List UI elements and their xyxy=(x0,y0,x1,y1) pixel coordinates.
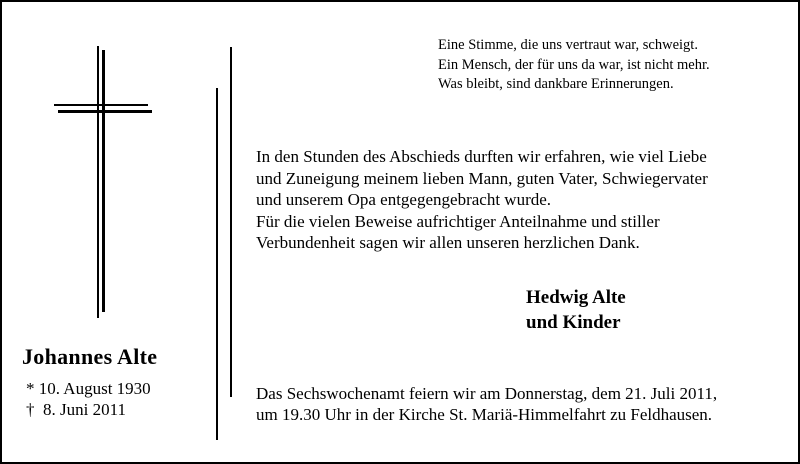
divider-line-left xyxy=(216,88,218,440)
death-date: † 8. Juni 2011 xyxy=(26,400,126,419)
poem-line: Was bleibt, sind dankbare Erinnerungen. xyxy=(438,76,674,92)
poem-line: Ein Mensch, der für uns da war, ist nicht mehr. xyxy=(438,56,710,73)
mourners-signature xyxy=(526,285,626,335)
thank-you-message xyxy=(256,146,708,254)
poem xyxy=(438,36,710,95)
memorial-service-info xyxy=(256,383,717,425)
poem-line: Eine Stimme, die uns vertraut war, schweigt. xyxy=(438,37,698,53)
birth-date: * 10. August 1930 xyxy=(26,379,151,398)
message-line: und unserem Opa entgegengebracht wurde. xyxy=(256,190,552,209)
divider-line-right xyxy=(230,47,232,397)
message-line: In den Stunden des Abschieds durften wir erfahren, wie viel Liebe xyxy=(256,147,707,166)
deceased-name: Johannes Alte xyxy=(22,344,158,369)
service-line: um 19.30 Uhr in der Kirche St. Mariä-Himmelfahrt zu Feldhausen. xyxy=(256,405,713,424)
message-line: und Zuneigung meinem lieben Mann, guten Vater, Schwiegervater xyxy=(256,168,708,188)
message-line: Verbundenheit sagen wir allen unseren herzlichen Dank. xyxy=(256,233,640,252)
cross-icon xyxy=(2,2,242,342)
life-dates xyxy=(26,378,151,420)
mourner-line: und Kinder xyxy=(526,312,621,333)
service-line: Das Sechswochenamt feiern wir am Donnerstag, dem 21. Juli 2011, xyxy=(256,384,718,403)
mourner-line: Hedwig Alte xyxy=(526,287,626,308)
message-line: Für die vielen Beweise aufrichtiger Anteilnahme und stiller xyxy=(256,211,660,231)
